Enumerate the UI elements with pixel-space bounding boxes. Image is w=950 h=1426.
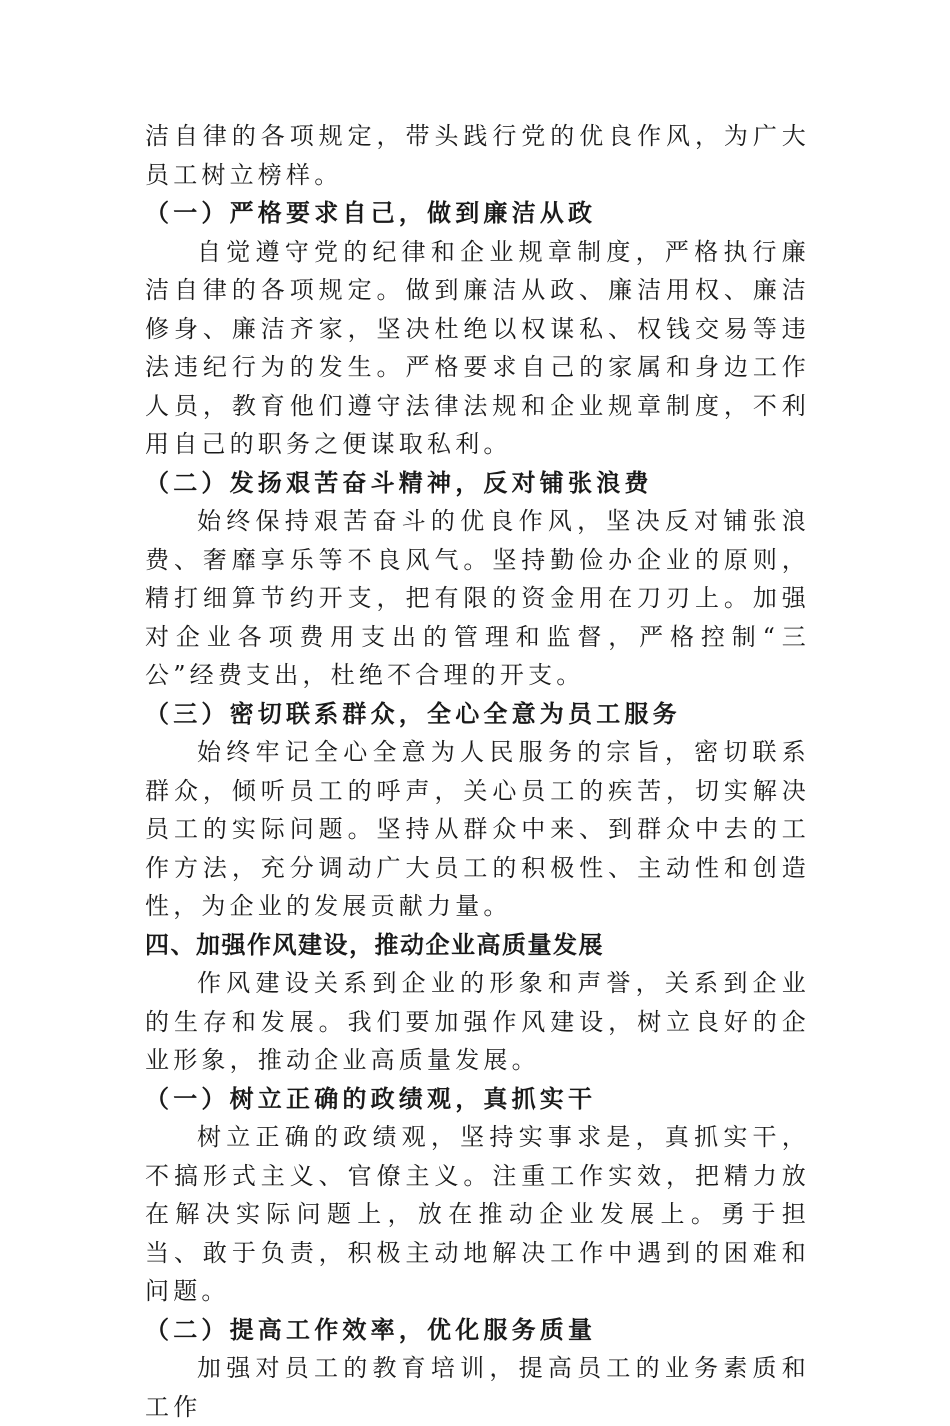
subheading-mass-contact: （三）密切联系群众，全心全意为员工服务 xyxy=(145,698,681,728)
document-body xyxy=(145,117,810,1426)
subheading-strict-self-discipline: （一）严格要求自己，做到廉洁从政 xyxy=(145,198,597,227)
subheading-performance-view: （一）树立正确的政绩观，真抓实干 xyxy=(145,1083,597,1113)
paragraph-frugality: 始终保持艰苦奋斗的优良作风，坚决反对铺张浪费、奢靡享乐等不良风气。坚持勤俭办企业的原则，精打细算节约开支，把有限的资金用在刀刃上。加强对企业各项费用支出的管理和监督，严格控制“三公”经费支出，杜绝不合理的开支。 xyxy=(145,507,810,689)
paragraph-discipline: 自觉遵守党的纪律和企业规章制度，严格执行廉洁自律的各项规定。做到廉洁从政、廉洁用权、廉洁修身、廉洁齐家，坚决杜绝以权谋私、权钱交易等违法违纪行为的发生。严格要求自己的家属和身边工作人员，教育他们遵守法律法规和企业规章制度，不利用自己的职务之便谋取私利。 xyxy=(145,237,810,458)
paragraph-practical-work: 树立正确的政绩观，坚持实事求是，真抓实干，不搞形式主义、官僚主义。注重工作实效，把精力放在解决实际问题上，放在推动企业发展上。勇于担当、敢于负责，积极主动地解决工作中遇到的困难和问题。 xyxy=(145,1123,810,1305)
section-heading-four: 四、加强作风建设，推动企业高质量发展 xyxy=(145,930,604,959)
paragraph-continuation: 洁自律的各项规定，带头践行党的优良作风，为广大员工树立榜样。 xyxy=(145,122,810,189)
subheading-efficiency: （二）提高工作效率，优化服务质量 xyxy=(145,1314,597,1344)
paragraph-training: 加强对员工的教育培训，提高员工的业务素质和工作 xyxy=(145,1354,810,1421)
paragraph-serve-employees: 始终牢记全心全意为人民服务的宗旨，密切联系群众，倾听员工的呼声，关心员工的疾苦，切实解决员工的实际问题。坚持从群众中来、到群众中去的工作方法，充分调动广大员工的积极性、主动性和创造性，为企业的发展贡献力量。 xyxy=(145,738,810,920)
subheading-hard-work: （二）发扬艰苦奋斗精神，反对铺张浪费 xyxy=(145,467,653,497)
paragraph-work-style: 作风建设关系到企业的形象和声誉，关系到企业的生存和发展。我们要加强作风建设，树立良好的企业形象，推动企业高质量发展。 xyxy=(145,969,810,1074)
